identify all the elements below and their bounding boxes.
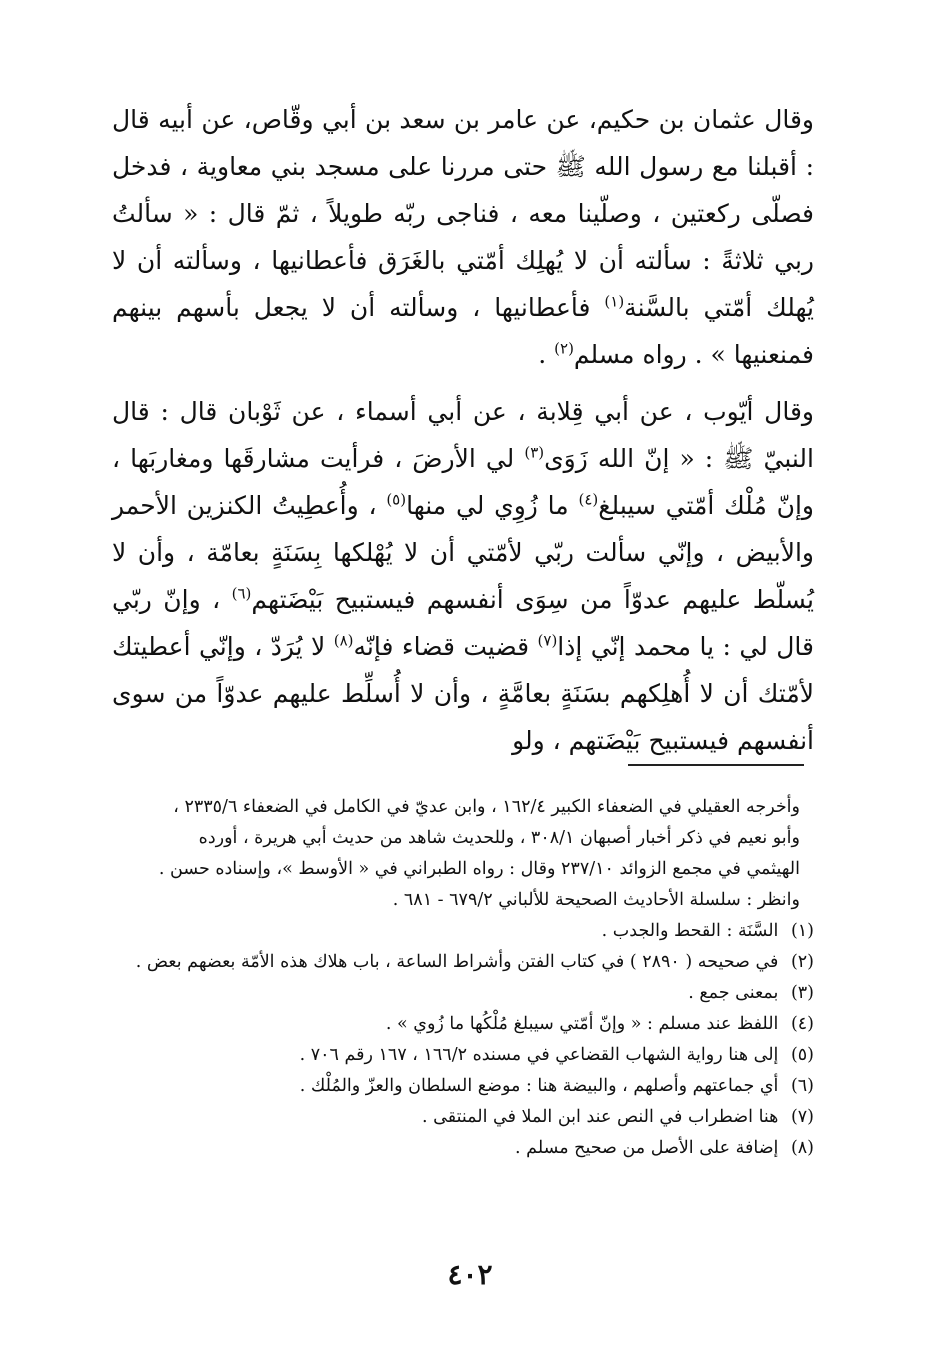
footnote-8 bbox=[122, 1133, 814, 1164]
footnote-number: (٧) bbox=[790, 1107, 814, 1127]
footnote-ref-1[interactable]: (١) bbox=[604, 292, 625, 311]
footnote-number: (٣) bbox=[790, 983, 814, 1003]
paragraph-2-part-6: لا يُرَدّ ، وإنّي أعطيتك لأمّتك أن لا أُهلِكهم بسَنَةٍ بعامَّةٍ ، وأن لا أُسلِّط عليهم عدوّاً من سوى أنفسهم فيستبيح بَيْضَتهم ، ولو bbox=[112, 632, 814, 755]
footnote-text: اللفظ عند مسلم : « وإنّ أمّتي سيبلغ مُلْكُها ما زُوي » . bbox=[385, 1014, 779, 1034]
footnote-2 bbox=[122, 947, 814, 978]
paragraph-1-end: . bbox=[538, 340, 555, 369]
footnote-ref-2[interactable]: (٢) bbox=[554, 339, 574, 358]
footnote-7 bbox=[122, 1102, 814, 1133]
footnote-text: أي جماعتهم وأصلهم ، والبيضة هنا : موضع السلطان والعزّ والمُلْك . bbox=[299, 1076, 779, 1096]
footnote-1 bbox=[122, 916, 814, 947]
footnote-text: في صحيحه ( ٢٨٩٠ ) في كتاب الفتن وأشراط الساعة ، باب هلاك هذه الأمّة بعضهم بعض . bbox=[135, 952, 779, 972]
footnote-number: (٨) bbox=[790, 1138, 814, 1158]
main-text bbox=[112, 96, 814, 764]
paragraph-2 bbox=[112, 388, 814, 764]
paragraph-2-part-2: ما زُوِي لي منها bbox=[406, 491, 579, 520]
footnote-number: (٤) bbox=[790, 1014, 814, 1034]
page-number: ٤٠٢ bbox=[447, 1258, 493, 1291]
paragraph-2-part-5: قضيت قضاء فإنّه bbox=[353, 632, 538, 661]
footnote-4 bbox=[122, 1009, 814, 1040]
footnote-text: إضافة على الأصل من صحيح مسلم . bbox=[515, 1138, 779, 1158]
paragraph-2-text: وقال أيّوب ، عن أبي قِلابة ، عن أبي أسماء ، عن ثَوْبان قال : قال النبيّ ﷺ : « إنّ الله زَوَى bbox=[112, 397, 814, 473]
footnote-continuation-line: وأخرجه العقيلي في الضعفاء الكبير ١٦٢/٤ ، وابن عديّ في الكامل في الضعفاء ٢٣٣٥/٦ ، bbox=[173, 797, 800, 817]
footnotes bbox=[122, 792, 814, 1164]
footnote-3 bbox=[122, 978, 814, 1009]
footnote-continuation-line: وأبو نعيم في ذكر أخبار أصبهان ٣٠٨/١ ، وللحديث شاهد من حديث أبي هريرة ، أورده bbox=[198, 828, 800, 848]
footnote-continuation-line: وانظر : سلسلة الأحاديث الصحيحة للألباني ٦٧٩/٢ - ٦٨١ . bbox=[392, 890, 800, 910]
footnote-number: (١) bbox=[790, 921, 814, 941]
paragraph-1-text-after: فأعطانيها ، وسألته أن لا يجعل بأسهم بينهم فمنعنيها » . رواه مسلم bbox=[112, 293, 814, 369]
footnote-ref-4[interactable]: (٤) bbox=[578, 490, 599, 509]
footnote-6 bbox=[122, 1071, 814, 1102]
footnote-number: (٦) bbox=[790, 1076, 814, 1096]
paragraph-2-part-3: ، وأُعطِيتُ الكنزين الأحمر والأبيض ، وإنّي سألت ربّي لأمّتي أن لا يُهْلكها بِسَنَةٍ بعامّة ، وأن لا يُسلّط عليهم عدوّاً من سِوَى أنفسهم فيستبيح بَيْضَتهم bbox=[112, 491, 815, 614]
footnote-ref-7[interactable]: (٧) bbox=[537, 631, 558, 650]
paragraph-1 bbox=[112, 96, 814, 378]
footnote-ref-6[interactable]: (٦) bbox=[231, 584, 252, 603]
footnote-text: السَّنَة : القحط والجدب . bbox=[601, 921, 779, 941]
footnote-continuation-line: الهيثمي في مجمع الزوائد ٢٣٧/١٠ وقال : رواه الطبراني في « الأوسط »، وإسناده حسن . bbox=[158, 859, 800, 879]
footnote-number: (٢) bbox=[790, 952, 814, 972]
footnote-ref-3[interactable]: (٣) bbox=[524, 443, 545, 462]
footnote-text: هنا اضطراب في النص عند ابن الملا في المنتقى . bbox=[422, 1107, 779, 1127]
paragraph-2-part-1: لي الأرضَ ، فرأيت مشارقَها ومغاربَها ، وإنّ مُلْك أمّتي سيبلغ bbox=[112, 444, 815, 520]
footnote-text: بمعنى جمع . bbox=[688, 983, 779, 1003]
footnote-separator bbox=[628, 764, 804, 766]
paragraph-2-part-4: ، وإنّ ربّي قال لي : يا محمد إنّي إذا bbox=[112, 585, 814, 661]
paragraph-1-text: وقال عثمان بن حكيم، عن عامر بن سعد بن أبي وقّاص، عن أبيه قال : أقبلنا مع رسول الله ﷺ حتى مررنا على مسجد بني معاوية ، فدخل فصلّى ركعتين ، وصلّينا معه ، فناجى ربّه طويلاً ، ثمّ قال : « سألتُ ربي ثلاثةً : سألته أن لا يُهلِك أمّتي بالغَرَق فأعطانيها ، وسألته أن لا يُهلك أمّتي بالسَّنة bbox=[112, 105, 814, 322]
footnote-number: (٥) bbox=[790, 1045, 814, 1065]
footnote-ref-8[interactable]: (٨) bbox=[333, 631, 354, 650]
footnote-5 bbox=[122, 1040, 814, 1071]
footnote-ref-5[interactable]: (٥) bbox=[386, 490, 407, 509]
footnote-text: إلى هنا رواية الشهاب القضاعي في مسنده ١٦٦/٢ ، ١٦٧ رقم ٧٠٦ . bbox=[299, 1045, 779, 1065]
